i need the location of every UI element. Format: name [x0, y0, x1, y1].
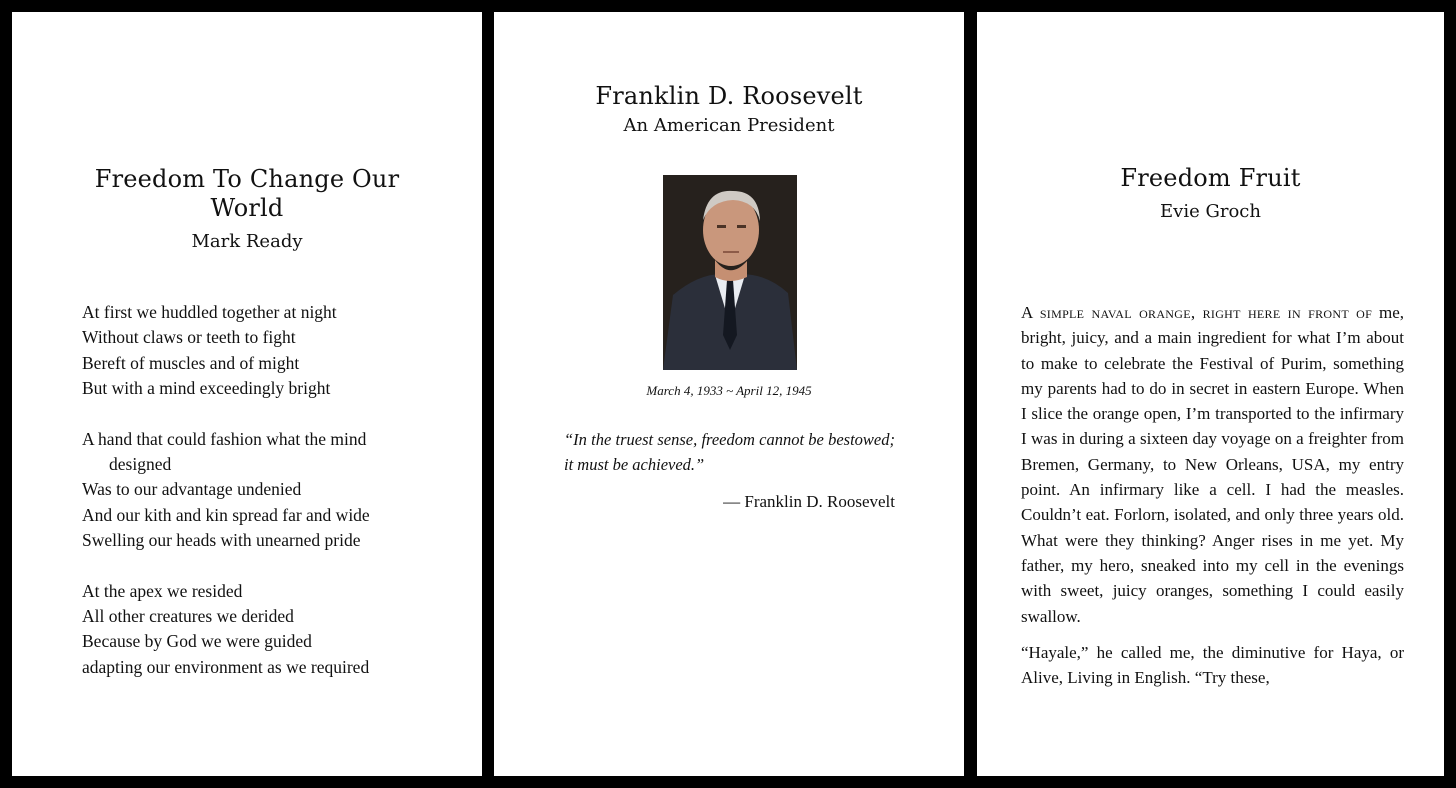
page-roosevelt — [494, 12, 964, 776]
poem-line: Because by God we were guided — [82, 631, 312, 652]
story-title: Freedom Fruit — [1120, 164, 1301, 192]
poem-line: Was to our advantage undenied — [82, 479, 302, 500]
stanza-1 — [82, 300, 442, 402]
story-body — [1021, 300, 1404, 701]
poem-line: At the apex we resided — [82, 580, 243, 601]
paragraph-1 — [1021, 300, 1404, 629]
poem-line: Without claws or teeth to fight — [82, 327, 296, 348]
stanza-2 — [82, 427, 442, 554]
quote-text: “In the truest sense, freedom cannot be bestowed; it must be achieved.” — [564, 430, 895, 474]
paragraph-2: “Hayale,” he called me, the diminutive for Haya, or Alive, Living in English. “Try these, — [1021, 642, 1404, 688]
page-title: Franklin D. Roosevelt — [595, 82, 863, 110]
poem-line: Bereft of muscles and of might — [82, 352, 300, 373]
quote-attribution: — Franklin D. Roosevelt — [723, 492, 895, 511]
page-poem — [12, 12, 482, 776]
portrait-photo-icon — [663, 175, 797, 370]
stanza-3 — [82, 579, 442, 681]
poem-line: All other creatures we derided — [82, 606, 294, 627]
story-author: Evie Groch — [1160, 201, 1261, 222]
poem-line: And our kith and kin spread far and wide — [82, 504, 370, 525]
term-dates: March 4, 1933 ~ April 12, 1945 — [646, 383, 812, 398]
poem-line: But with a mind exceedingly bright — [82, 378, 331, 399]
page-prose — [977, 12, 1444, 776]
poem-line: At first we huddled together at night — [82, 302, 337, 322]
poem-line-continuation: designed — [109, 454, 172, 475]
poem-line: adapting our environment as we required — [82, 656, 370, 677]
poem-author: Mark Ready — [191, 231, 303, 252]
page-subtitle: An American President — [623, 115, 835, 136]
paragraph-lead-in: A simple naval orange, right here in front of — [1021, 303, 1373, 322]
poem-title: Freedom To Change Our World — [94, 165, 400, 222]
poem-line: A hand that could fashion what the mind — [82, 428, 367, 449]
poem-body — [82, 300, 442, 705]
paragraph-text: me, bright, juicy, and a main ingredient for what I’m about to make to celebrate the Festival of Purim, something my parents had to do in secret in eastern Europe. When I slice the orange open, I’m transported to the infirmary I was in during a sixteen day voyage on a freighter from Bremen, Germany, to New Orleans, USA, my entry point. An infirmary like a cell. I had the measles. Couldn’t eat. Forlorn, isolated, and only three years old. What were they thinking? Anger rises in me yet. My father, my hero, sneaked into my cell in the evenings with sweet, juicy oranges, something I could easily swallow. — [1021, 303, 1404, 626]
poem-line: Swelling our heads with unearned pride — [82, 530, 361, 551]
